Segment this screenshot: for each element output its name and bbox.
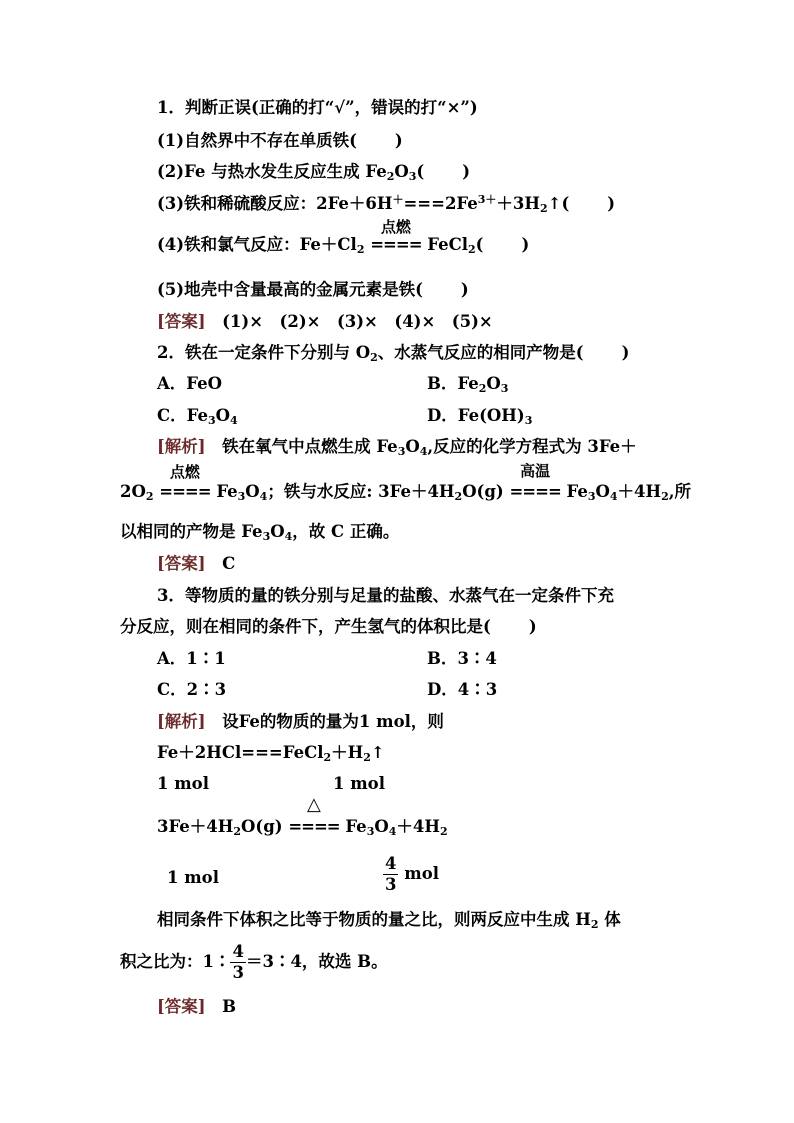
q2-option-a: A．FeO	[157, 374, 222, 393]
q3-conclusion-1: 相同条件下体积之比等于物质的量之比，则两反应中生成 $H_2$ 体	[157, 910, 621, 931]
q2-option-c: C．$Fe_3O_4$	[157, 406, 238, 427]
q2-stem: 2．铁在一定条件下分别与 $O_2$、水蒸气反应的相同产物是( )	[157, 343, 630, 364]
q3-answer	[157, 996, 236, 1018]
q3-eq2-amount-fe: 1 mol	[167, 868, 219, 887]
q3-analysis-intro	[157, 711, 444, 733]
q3-analysis-text: 设Fe的物质的量为1 mol，则	[222, 712, 444, 731]
q3-stem-2: 分反应，则在相同的条件下，产生氢气的体积比是( )	[120, 617, 537, 636]
q1-item-1: (1)自然界中不存在单质铁( )	[157, 131, 403, 150]
fraction: $\frac{4}{3}$	[385, 854, 397, 894]
q3-conclusion-2: 积之比为：1∶ $\frac{4}{3}$ ＝3∶4，故选 B。	[120, 942, 388, 982]
ignite-arrow: 点燃 ====	[370, 218, 422, 254]
q2-analysis-3: 以相同的产物是 $Fe_3O_4$，故 C 正确。	[120, 522, 400, 543]
q3-stem-1: 3．等物质的量的铁分别与足量的盐酸、水蒸气在一定条件下充	[157, 586, 614, 605]
q1-answer-text: (1)× (2)× (3)× (4)× (5)×	[222, 312, 493, 331]
q3-eq2-amount-h2: $\frac{4}{3}$ mol	[385, 854, 439, 894]
q1-item-5: (5)地壳中含量最高的金属元素是铁( )	[157, 280, 469, 299]
q3-equation-1: $Fe+2HCl===FeCl_2+H_2↑$	[157, 743, 385, 764]
q2-analysis-2: $2O_2$ 点燃 ==== $Fe_3O_4$；铁与水反应: $3Fe+4H_2O(g)$ 高温 ==== $Fe_3O_4+4H_2$,所	[120, 462, 692, 503]
q2-answer	[157, 553, 235, 575]
q3-eq1-amount-h2: 1 mol	[333, 774, 385, 793]
q1-title: 1．判断正误(正确的打“√”，错误的打“×”)	[157, 98, 478, 117]
q3-eq1-amount-fe: 1 mol	[157, 774, 209, 793]
q3-equation-2: $3Fe+4H_2O(g)$ △ ==== $Fe_3O_4+4H_2$	[157, 794, 448, 838]
high-temp-arrow: 高温 ====	[509, 462, 561, 501]
q3-option-b: B．3∶4	[427, 649, 497, 668]
q3-option-a: A．1∶1	[157, 649, 226, 668]
q1-item-4: (4)铁和氯气反应：$Fe+Cl_2$ 点燃 ==== FeCl$_2$( )	[157, 218, 530, 256]
answer-tag: [答案]	[157, 997, 206, 1016]
q2-option-d: D．$Fe(OH)_3$	[427, 406, 533, 427]
analysis-tag: [解析]	[157, 712, 206, 731]
q3-option-d: D．4∶3	[427, 680, 498, 699]
q2-answer-text: C	[222, 554, 236, 573]
ignite-arrow: 点燃 ====	[159, 463, 211, 501]
q2-option-b: B．$Fe_2O_3$	[427, 374, 509, 395]
answer-tag: [答案]	[157, 554, 206, 573]
q2-analysis-1: [解析] 铁在氧气中点燃生成 $Fe_3O_4$,反应的化学方程式为 3Fe＋	[157, 437, 637, 458]
q1-answer	[157, 311, 493, 333]
q3-answer-text: B	[222, 997, 237, 1016]
fraction: $\frac{4}{3}$	[232, 942, 244, 982]
analysis-tag: [解析]	[157, 437, 206, 456]
q1-item-2: (2)Fe 与热水发生反应生成 $Fe_2O_3$( )	[157, 162, 471, 183]
answer-tag: [答案]	[157, 312, 206, 331]
q1-item-3: (3)铁和稀硫酸反应：$2Fe+6H^+===2Fe^{3+}+3H_2↑$( )	[157, 193, 616, 215]
q3-option-c: C．2∶3	[157, 680, 227, 699]
heat-arrow: △ ====	[288, 794, 340, 836]
